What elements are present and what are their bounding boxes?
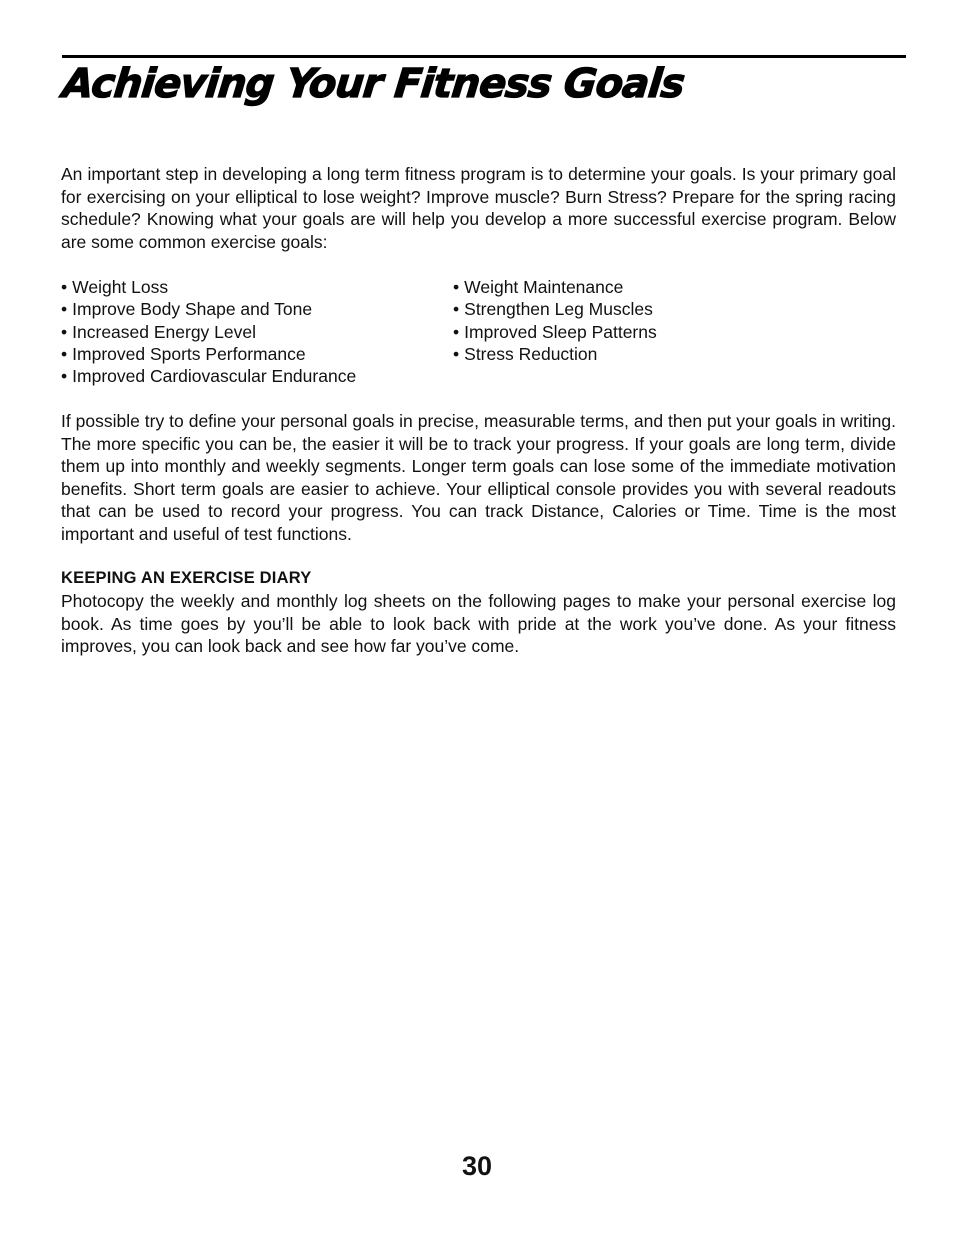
diary-heading: KEEPING AN EXERCISE DIARY (61, 569, 312, 587)
goals-list-left (61, 276, 356, 387)
define-goals-paragraph: If possible try to define your personal goals in precise, measurable terms, and then put your goals in writing. The more specific you can be, the easier it will be to track your progress. If your goals are long term, divide them up into monthly and weekly segments. Longer term goals can lose some of the immediate motivation benefits. Short term goals are easier to achieve. Your elliptical console provides you with several readouts that can be used to record your progress. You can track Distance, Calories or Time. Time is the most important and useful of test functions. (61, 411, 896, 544)
goals-list-right (453, 276, 657, 365)
list-item: • Strengthen Leg Muscles (453, 298, 657, 320)
list-item: • Stress Reduction (453, 343, 657, 365)
list-item: • Improved Sports Performance (61, 343, 356, 365)
page-number: 30 (461, 1151, 493, 1181)
list-item: • Improved Sleep Patterns (453, 321, 657, 343)
list-item: • Weight Loss (61, 276, 356, 298)
page-title: Achieving Your Fitness Goals (60, 61, 687, 107)
list-item: • Improved Cardiovascular Endurance (61, 365, 356, 387)
list-item: • Improve Body Shape and Tone (61, 298, 356, 320)
list-item: • Increased Energy Level (61, 321, 356, 343)
intro-paragraph: An important step in developing a long term fitness program is to determine your goals. Is your primary goal for exercising on your elliptical to lose weight? Improve muscle? Burn Stress? Prepare for the spring racing schedule? Knowing what your goals are will help you develop a more successful exercise program. Below are some common exercise goals: (61, 164, 896, 252)
list-item: • Weight Maintenance (453, 276, 657, 298)
diary-paragraph: Photocopy the weekly and monthly log sheets on the following pages to make your personal exercise log book. As time goes by you’ll be able to look back with pride at the work you’ve done. As your fitness improves, you can look back and see how far you’ve come. (61, 591, 896, 656)
